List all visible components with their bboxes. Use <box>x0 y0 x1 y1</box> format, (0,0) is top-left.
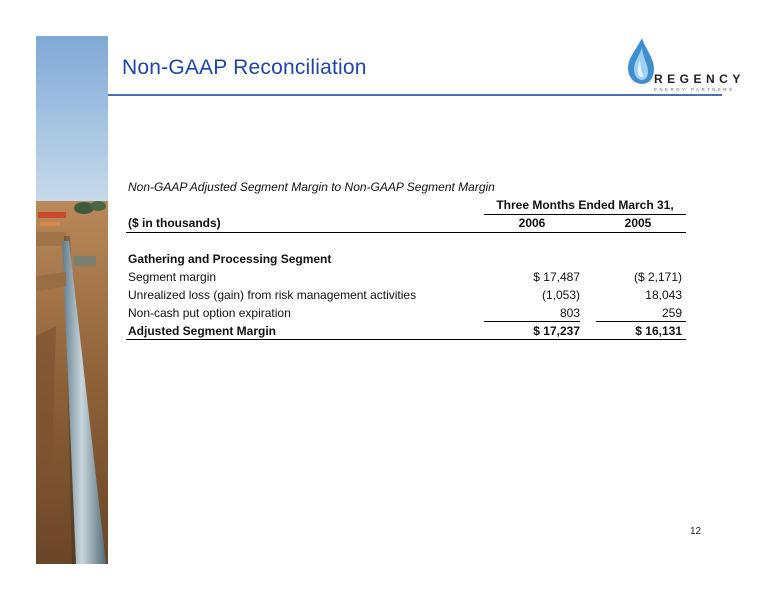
table-row-total <box>128 324 686 340</box>
row-label: Adjusted Segment Margin <box>128 324 277 338</box>
row-label: Non-cash put option expiration <box>128 306 291 320</box>
table-caption: Non-GAAP Adjusted Segment Margin to Non-GAAP Segment Margin <box>128 180 495 194</box>
column-header-2005: 2005 <box>624 216 652 230</box>
logo-tagline: ENERGY PARTNERS <box>654 87 735 92</box>
value-2005: $ 16,131 <box>635 324 682 338</box>
table-bottom-rule <box>126 339 686 340</box>
row-label: Unrealized loss (gain) from risk management activities <box>128 288 417 302</box>
section-title: Gathering and Processing Segment <box>128 252 332 266</box>
table-row <box>128 288 686 304</box>
page-title: Non-GAAP Reconciliation <box>122 56 367 79</box>
value-2005: ($ 2,171) <box>633 270 682 284</box>
units-label: ($ in thousands) <box>128 216 221 230</box>
table-row <box>128 306 686 322</box>
value-2005: 259 <box>661 306 682 320</box>
value-2005: 18,043 <box>645 288 682 302</box>
flame-drop-icon <box>622 36 658 86</box>
subtotal-rule-2005 <box>596 321 686 322</box>
header-divider <box>126 232 686 233</box>
row-label: Segment margin <box>128 270 217 284</box>
value-2006: $ 17,237 <box>533 324 580 338</box>
period-header: Three Months Ended March 31, <box>484 198 686 215</box>
company-logo <box>622 36 745 94</box>
table-row <box>128 270 686 286</box>
value-2006: $ 17,487 <box>533 270 580 284</box>
page-number: 12 <box>690 526 702 537</box>
title-divider <box>108 94 722 96</box>
column-header-2006: 2006 <box>518 216 546 230</box>
pipeline-photo <box>36 36 108 564</box>
value-2006: (1,053) <box>541 288 580 302</box>
value-2006: 803 <box>559 306 580 320</box>
subtotal-rule-2006 <box>484 321 580 322</box>
logo-wordmark: REGENCY <box>654 72 745 86</box>
